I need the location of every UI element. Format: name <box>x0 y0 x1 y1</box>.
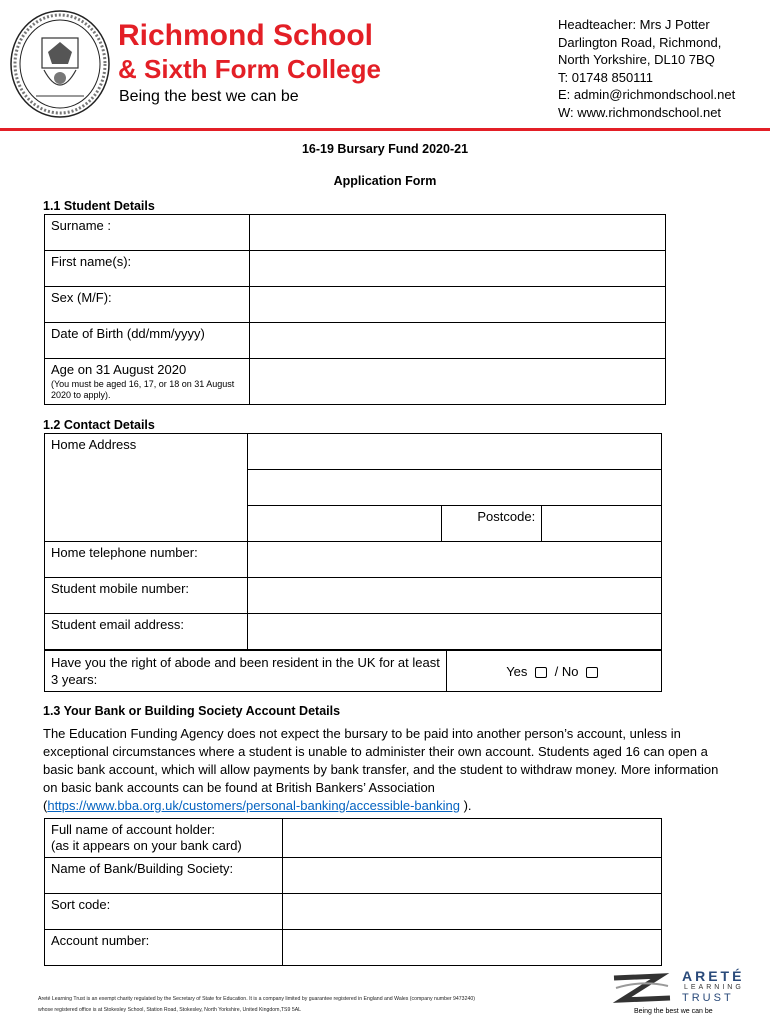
age-field[interactable] <box>249 359 665 405</box>
contact-details-table <box>44 433 662 650</box>
first-names-field[interactable] <box>249 251 665 287</box>
arete-trust: TRUST <box>682 992 734 1004</box>
address-line1: Darlington Road, Richmond, <box>558 34 722 50</box>
school-name-line1: Richmond School <box>118 19 373 52</box>
address-line3-field[interactable] <box>247 506 442 542</box>
account-holder-line2: (as it appears on your bank card) <box>51 838 242 853</box>
footer-line1: Areté Learning Trust is an exempt charity regulated by the Secretary of State for Education. It is a company limited by guarantee registered in England and Wales (company number 9473240) <box>38 996 475 1002</box>
mobile-field[interactable] <box>247 578 661 614</box>
no-label: No <box>561 663 579 679</box>
address-line1-field[interactable] <box>247 434 661 470</box>
bank-name-label: Name of Bank/Building Society: <box>45 858 283 894</box>
account-holder-label <box>45 819 283 858</box>
arete-wordmark: ARETÉ <box>682 968 745 984</box>
surname-field[interactable] <box>249 215 665 251</box>
age-cell <box>45 359 250 405</box>
yes-checkbox[interactable] <box>535 667 547 678</box>
student-details-heading: 1.1 Student Details <box>43 199 155 213</box>
mobile-label: Student mobile number: <box>45 578 248 614</box>
school-tagline: Being the best we can be <box>119 88 299 105</box>
account-number-label: Account number: <box>45 930 283 966</box>
dob-label: Date of Birth (dd/mm/yyyy) <box>45 323 250 359</box>
headteacher-line: Headteacher: Mrs J Potter <box>558 17 710 32</box>
telephone-line: T: 01748 850111 <box>558 69 653 85</box>
first-names-label: First name(s): <box>45 251 250 287</box>
bank-info-text: The Education Funding Agency does not expect the bursary to be paid into another person’s account, unless in exceptional circumstances where a student is unable to administer their own account. Students aged 16 can open a basic bank account, which will allow payments by bank transfer, and the student to withdraw money. More information on basic bank accounts can be found at British Bankers’ Association <box>43 726 719 795</box>
dob-field[interactable] <box>249 323 665 359</box>
school-name-line2: & Sixth Form College <box>118 54 381 84</box>
no-checkbox[interactable] <box>586 667 598 678</box>
abode-answer-cell <box>447 651 662 692</box>
school-crest-logo <box>8 8 112 120</box>
answer-separator: / <box>554 663 559 679</box>
bank-details-heading: 1.3 Your Bank or Building Society Account Details <box>43 704 341 718</box>
sort-code-field[interactable] <box>282 894 661 930</box>
abode-question: Have you the right of abode and been resident in the UK for at least 3 years: <box>45 651 447 692</box>
website-line: W: www.richmondschool.net <box>558 104 722 120</box>
arete-learning: LEARNING <box>684 984 744 991</box>
contact-details-heading: 1.2 Contact Details <box>43 418 155 432</box>
email-line: E: admin@richmondschool.net <box>558 87 736 102</box>
age-note: (You must be aged 16, 17, or 18 on 31 August 2020 to apply). <box>51 379 235 400</box>
bank-info-paragraph <box>43 725 733 815</box>
arete-trust-logo <box>612 968 745 1020</box>
postcode-field[interactable] <box>542 506 662 542</box>
age-label: Age on 31 August 2020 <box>51 362 187 377</box>
link-close-paren: ). <box>459 798 472 813</box>
bank-name-field[interactable] <box>282 858 661 894</box>
sex-field[interactable] <box>249 287 665 323</box>
account-holder-line1: Full name of account holder: <box>51 822 216 837</box>
form-subtitle: Application Form <box>333 174 437 188</box>
bank-details-table <box>44 818 662 966</box>
link-open-paren: ( <box>43 798 48 813</box>
bba-link[interactable]: https://www.bba.org.uk/customers/personal-banking/accessible-banking <box>47 798 460 813</box>
arete-tagline: Being the best we can be <box>634 1008 713 1015</box>
form-title: 16-19 Bursary Fund 2020-21 <box>301 142 469 156</box>
home-phone-field[interactable] <box>247 542 661 578</box>
sort-code-label: Sort code: <box>45 894 283 930</box>
email-label: Student email address: <box>45 614 248 650</box>
address-line2: North Yorkshire, DL10 7BQ <box>558 52 715 67</box>
address-line2-field[interactable] <box>247 470 661 506</box>
surname-label: Surname : <box>45 215 250 251</box>
email-field[interactable] <box>247 614 661 650</box>
footer-line2: whose registered office is at Stokesley School, Station Road, Stokesley, North Yorkshire, United Kingdom,TS9 5AL <box>38 1007 302 1013</box>
home-address-label: Home Address <box>45 434 248 542</box>
student-details-table <box>44 214 666 405</box>
abode-table <box>44 650 662 692</box>
header-divider <box>0 128 770 131</box>
postcode-label: Postcode: <box>442 506 542 542</box>
footer-legal-text <box>38 994 475 1016</box>
account-number-field[interactable] <box>282 930 661 966</box>
arete-swoosh-icon <box>612 970 674 1006</box>
yes-label: Yes <box>506 663 528 679</box>
account-holder-field[interactable] <box>282 819 661 858</box>
sex-label: Sex (M/F): <box>45 287 250 323</box>
school-contact-block <box>558 16 735 121</box>
home-phone-label: Home telephone number: <box>45 542 248 578</box>
